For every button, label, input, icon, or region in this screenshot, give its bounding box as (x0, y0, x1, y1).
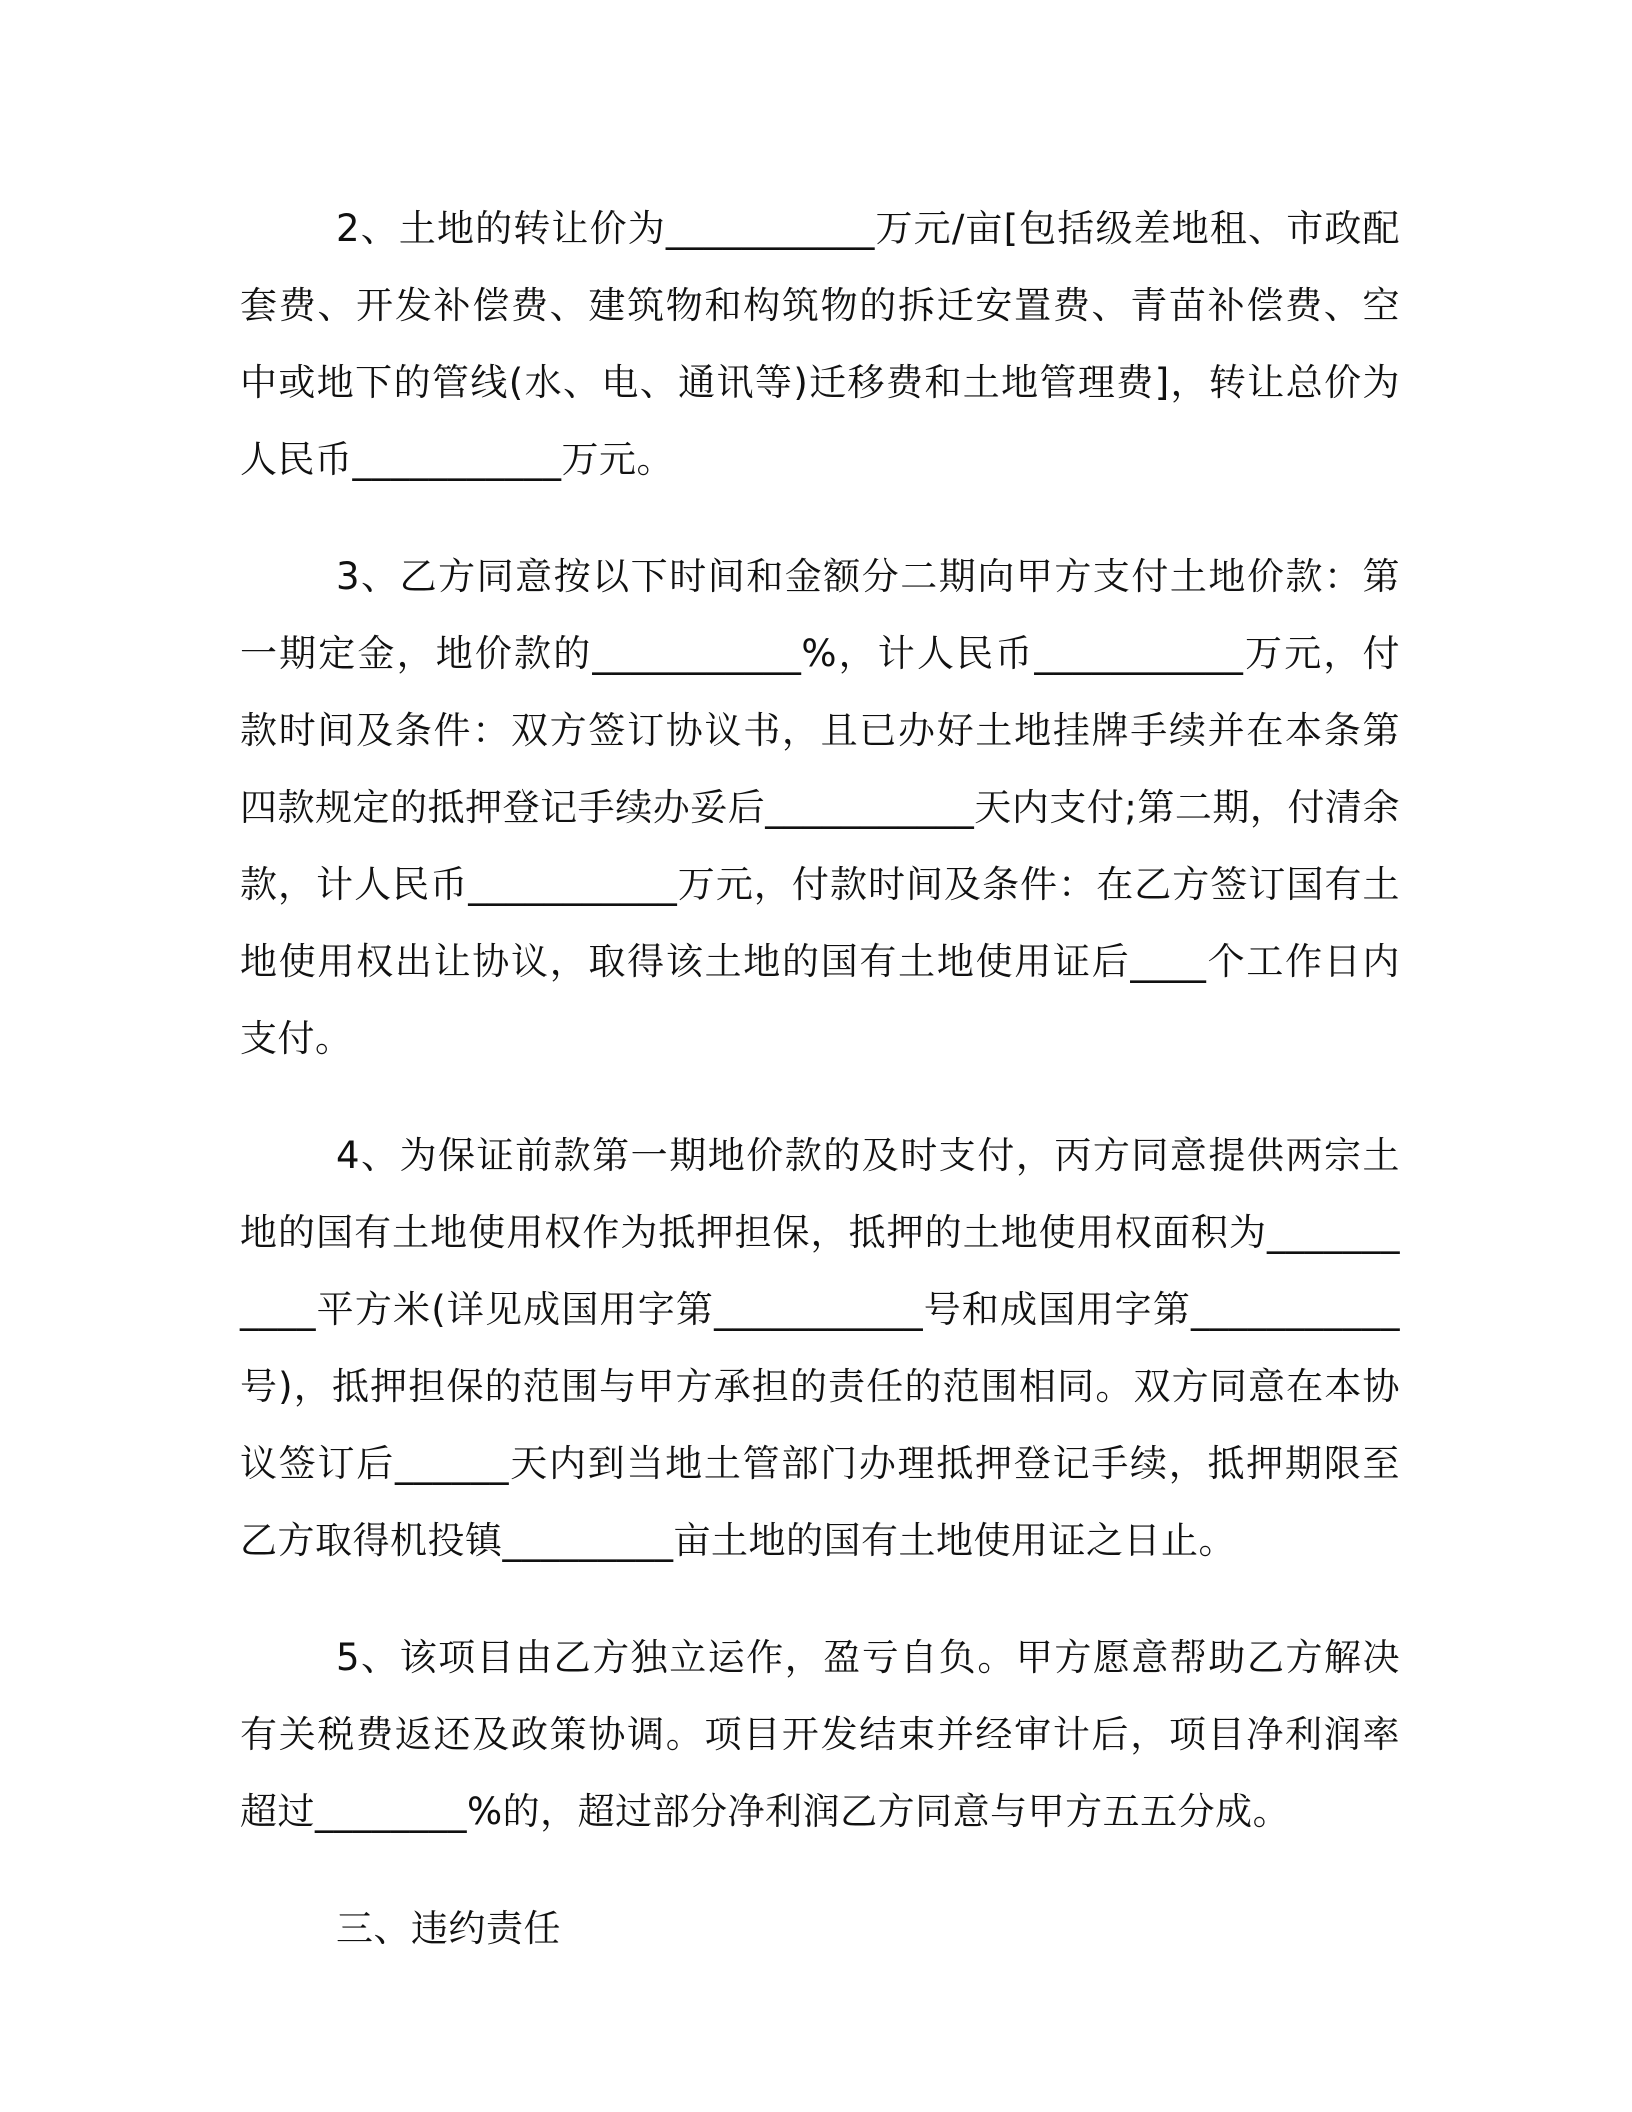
clause-2-paragraph: 2、土地的转让价为___________万元/亩[包括级差地租、市政配套费、开发补偿费、建筑物和构筑物的拆迁安置费、青苗补偿费、空中或地下的管线(水、电、通讯等)迁移费和土地管理费]，转让总价为人民币___________万元。 (240, 207, 1400, 481)
clause-3-paragraph: 3、乙方同意按以下时间和金额分二期向甲方支付土地价款：第一期定金，地价款的___________%，计人民币___________万元，付款时间及条件：双方签订协议书，且已办好土地挂牌手续并在本条第四款规定的抵押登记手续办妥后___________天内支付;第二期，付清余款，计人民币___________万元，付款时间及条件：在乙方签订国有土地使用权出让协议，取得该土地的国有土地使用证后____个工作日内支付。 (240, 555, 1400, 1060)
paragraph-gap (240, 1077, 1400, 1117)
section-heading-breach-liability: 三、违约责任 (336, 1907, 561, 1950)
document-page (240, 190, 1400, 1967)
clause-4-paragraph: 4、为保证前款第一期地价款的及时支付，丙方同意提供两宗土地的国有土地使用权作为抵押担保，抵押的土地使用权面积为___________平方米(详见成国用字第___________号和成国用字第___________号)，抵押担保的范围与甲方承担的责任的范围相同。双方同意在本协议签订后______天内到当地土管部门办理抵押登记手续，抵押期限至乙方取得机投镇_________亩土地的国有土地使用证之日止。 (240, 1134, 1400, 1562)
clause-5-paragraph: 5、该项目由乙方独立运作，盈亏自负。甲方愿意帮助乙方解决有关税费返还及政策协调。项目开发结束并经审计后，项目净利润率超过________%的，超过部分净利润乙方同意与甲方五五分成。 (240, 1636, 1400, 1833)
paragraph-gap (240, 498, 1400, 538)
paragraph-gap (240, 1579, 1400, 1619)
paragraph-gap (240, 1850, 1400, 1890)
